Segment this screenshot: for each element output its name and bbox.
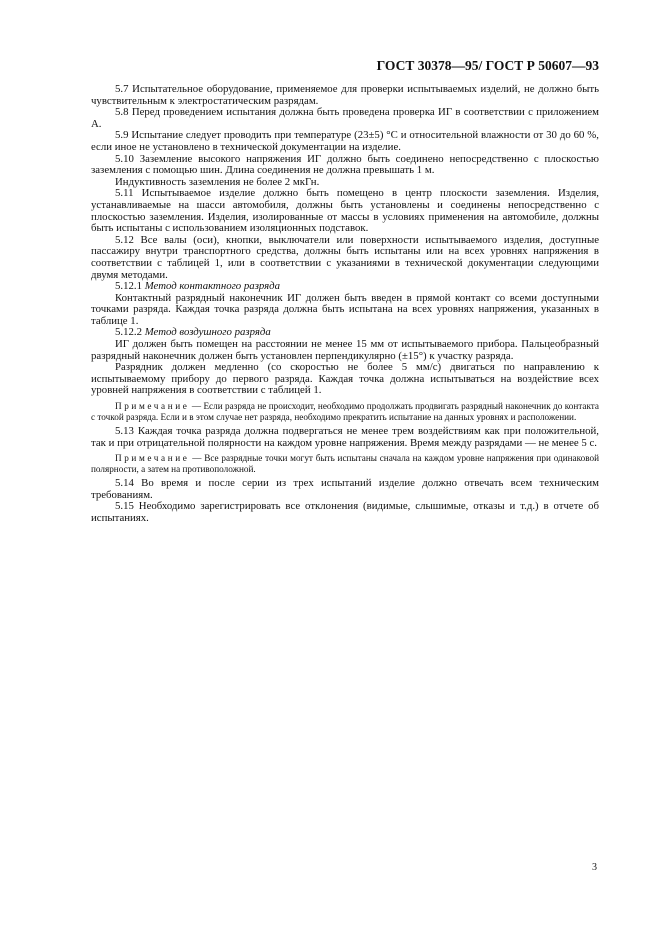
note-1 [91,401,599,422]
clause-5-12-2-text-2: Разрядник должен медленно (со скоростью не более 5 мм/с) двигаться по направлению к испытываемому прибору до первого разряда. Каждая точка должна испытываться на воздействие всех уровней напряжения в соответствии с таблицей 1. [91,361,599,397]
note-2 [91,453,599,474]
clause-5-13: 5.13 Каждая точка разряда должна подвергаться не менее трем воздействиям как при положительной, так и при отрицательной полярности на каждом уровне напряжения. Время между разрядами — не менее 5 с. [91,425,599,449]
page-number: 3 [592,862,597,873]
clause-5-15: 5.15 Необходимо зарегистрировать все отклонения (видимые, слышимые, отказы и т.д.) в отчете об испытаниях. [91,500,599,524]
clause-5-12-2-text: ИГ должен быть помещен на расстоянии не менее 15 мм от испытываемого прибора. Пальцеобразный разрядный наконечник должен быть установлен перпендикулярно (±15°) к участку разряда. [91,338,599,362]
clause-5-12-2-title: Метод воздушного разряда [144,326,271,339]
clause-5-11: 5.11 Испытываемое изделие должно быть помещено в центр плоскости заземления. Изделия, устанавливаемые на шасси автомобиля, должны быть установлены и соединены непосредственно с плоскостью заземления. Изделия, изолированные от массы в условиях применения на автомобиле, должны быть испытаны с использованием изоляционных подставок. [91,187,599,235]
clause-5-10: 5.10 Заземление высокого напряжения ИГ должно быть соединено непосредственно с плоскостью заземления с помощью шин. Длина соединения не должна превышать 1 м. [91,152,599,177]
clause-5-10-inductance: Индуктивность заземления не более 2 мкГн. [115,175,320,188]
note-1-text: — Если разряда не происходит, необходимо продолжать продвигать разрядный наконечник до контакта с точкой разряда. Если и в этом случае нет разряда, необходимо прекратить испытание на данных уровнях и расположении. [91,401,600,422]
clause-5-12-1-title: Метод контактного разряда [144,280,281,293]
clause-5-12-1-heading [91,281,599,293]
clause-5-7: 5.7 Испытательное оборудование, применяемое для проверки испытываемых изделий, не должно быть чувствительным к электростатическим разрядам. [91,83,599,107]
clause-5-12: 5.12 Все валы (оси), кнопки, выключатели или поверхности испытываемого изделия, доступные пассажиру внутри транспортного средства, должны быть испытаны или на всех уровнях напряжения в соответствии с таблицей 1, или в соответствии с указаниями в технической документации следующими двумя методами. [91,233,599,281]
clause-5-14: 5.14 Во время и после серии из трех испытаний изделие должно отвечать всем техническим требованиям. [91,477,599,501]
clause-5-12-1-text: Контактный разрядный наконечник ИГ должен быть введен в прямой контакт со всеми доступными точками разряда. Каждая точка разряда должна быть испытана на всех уровнях напряжения, указанных в таблице 1. [91,291,599,327]
clause-5-8: 5.8 Перед проведением испытания должна быть проведена проверка ИГ в соответствии с приложением А. [91,106,599,130]
page-header: ГОСТ 30378—95/ ГОСТ Р 50607—93 [376,58,599,73]
document-body [91,84,599,525]
note-2-label: Примечание [115,453,190,464]
clause-5-9: 5.9 Испытание следует проводить при температуре (23±5) °С и относительной влажности от 30 до 60 %, если иное не установлено в технической документации на изделие. [91,129,599,153]
note-1-label: Примечание [115,401,190,412]
clause-5-12-1-number: 5.12.1 [115,280,142,293]
clause-5-12-2-number: 5.12.2 [115,326,142,339]
note-2-text: — Все разрядные точки могут быть испытаны сначала на каждом уровне напряжения при одинаковой полярности, а затем на противоположной. [91,453,600,474]
